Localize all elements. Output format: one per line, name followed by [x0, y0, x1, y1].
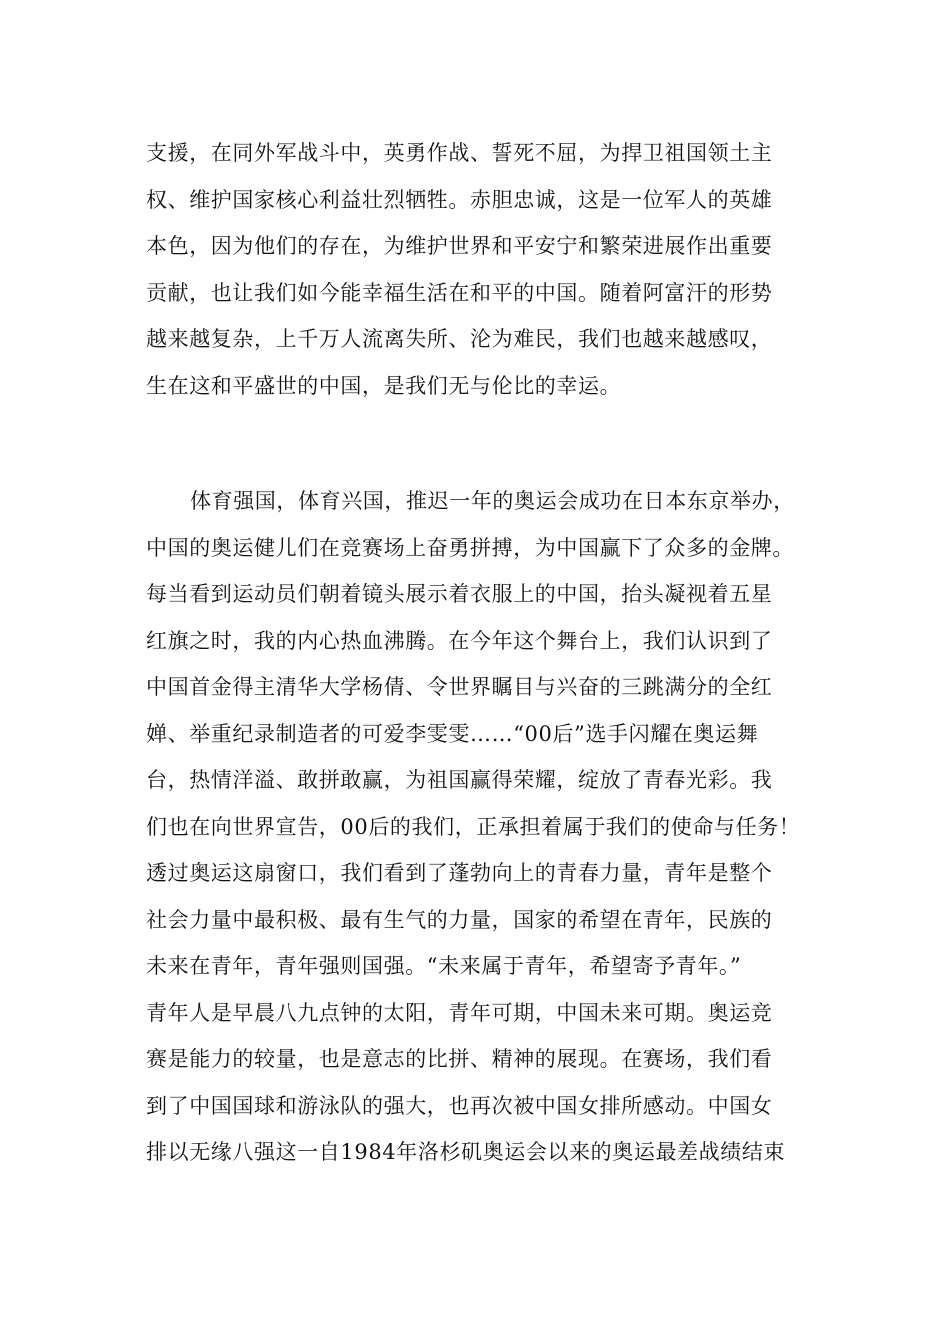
text-line: 未来在青年，青年强则国强。“未来属于青年，希望寄予青年。” — [146, 954, 742, 978]
text-line: 排以无缘八强这一自1984年洛杉矶奥运会以来的奥运最差战绩结束 — [146, 1140, 786, 1164]
text-line: 赛是能力的较量，也是意志的比拼、精神的展现。在赛场，我们看 — [146, 1047, 773, 1071]
text-line: 青年人是早晨八九点钟的太阳，青年可期，中国未来可期。奥运竞 — [146, 1000, 773, 1025]
text-line: 社会力量中最积极、最有生气的力量，国家的希望在青年，民族的 — [146, 907, 773, 932]
text-line: 每当看到运动员们朝着镜头展示着衣服上的中国，抬头凝视着五星 — [146, 582, 773, 606]
text-line: 透过奥运这扇窗口，我们看到了蓬勃向上的青春力量，青年是整个 — [146, 861, 773, 885]
text-line: 们也在向世界宣告，00后的我们，正承担着属于我们的使命与任务！ — [146, 814, 801, 839]
text-line: 生在这和平盛世的中国，是我们无与伦比的幸运。 — [146, 373, 622, 398]
text-line: 到了中国国球和游泳队的强大，也再次被中国女排所感动。中国女 — [146, 1093, 773, 1118]
paragraph-2 — [146, 478, 846, 1176]
text-line: 越来越复杂，上千万人流离失所、沦为难民，我们也越来越感叹， — [146, 327, 773, 351]
text-line: 权、维护国家核心利益壮烈牺牲。赤胆忠诚，这是一位军人的英雄 — [146, 187, 773, 212]
text-line: 中国的奥运健儿们在竞赛场上奋勇拼搏，为中国赢下了众多的金牌。 — [146, 535, 794, 560]
text-line: 台，热情洋溢、敢拼敢赢，为祖国赢得荣耀，绽放了青春光彩。我 — [146, 768, 773, 792]
text-line: 体育强国，体育兴国，推迟一年的奥运会成功在日本东京举办， — [190, 489, 795, 513]
text-line: 红旗之时，我的内心热血沸腾。在今年这个舞台上，我们认识到了 — [146, 628, 773, 653]
text-line: 贡献，也让我们如今能幸福生活在和平的中国。随着阿富汗的形势 — [146, 280, 773, 305]
paragraph-1 — [146, 130, 846, 409]
text-line: 本色，因为他们的存在，为维护世界和平安宁和繁荣进展作出重要 — [146, 234, 773, 258]
text-line: 婵、举重纪录制造者的可爱李雯雯……“00后”选手闪耀在奥运舞 — [146, 721, 759, 746]
text-line: 支援，在同外军战斗中，英勇作战、誓死不屈，为捍卫祖国领土主 — [146, 141, 773, 165]
text-line: 中国首金得主清华大学杨倩、令世界瞩目与兴奋的三跳满分的全红 — [146, 675, 773, 699]
